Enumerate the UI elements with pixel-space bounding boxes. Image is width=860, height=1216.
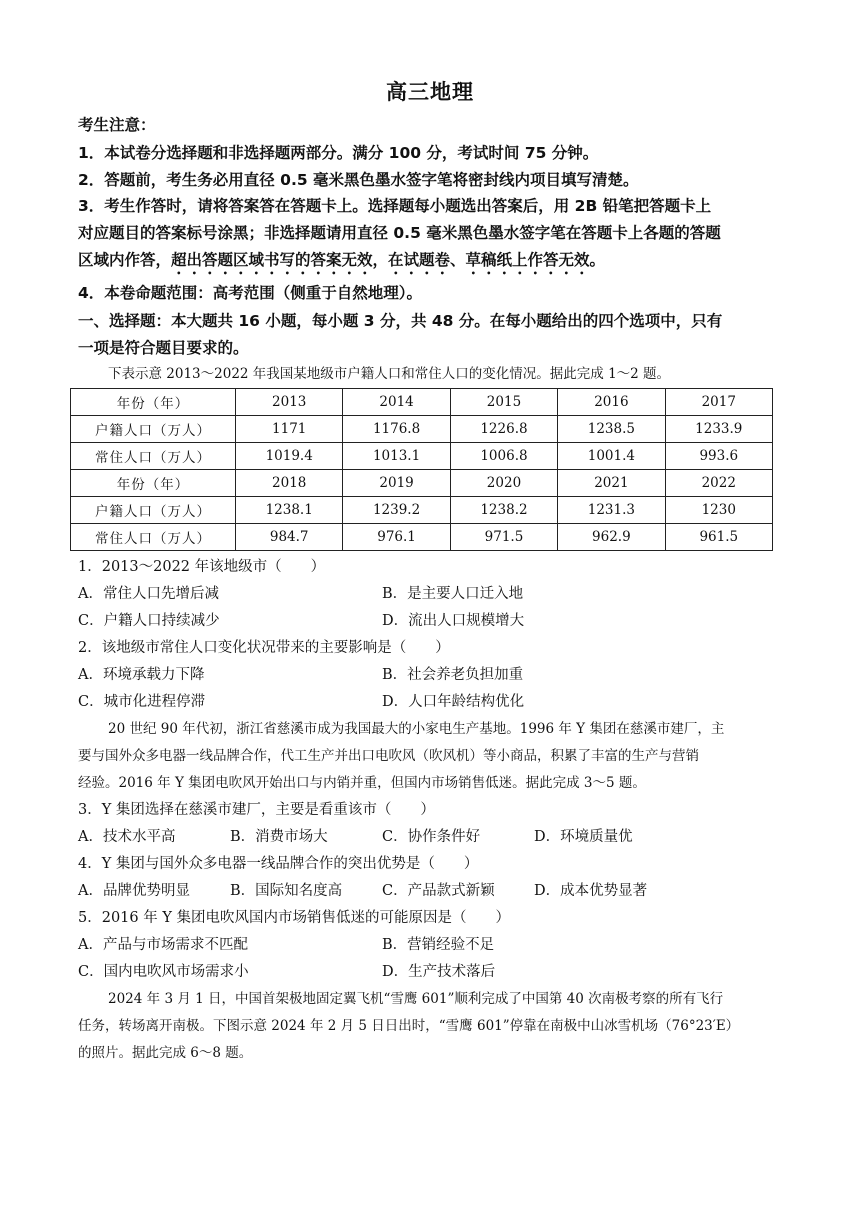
table-cell: 1239.2 [343,497,450,524]
notice-item-3-emphasis: 超出答题区域书写的答案无效，在试题卷、草稿纸上作答无效 [171,251,590,269]
question-4-stem: 4．Y 集团与国外众多电器一线品牌合作的突出优势是（ ） [78,856,479,872]
passage-3-line-2: 任务，转场离开南极。下图示意 2024 年 2 月 5 日日出时，“雪鹰 601”停靠在南极中山冰雪机场（76°23′E） [78,1018,740,1034]
notice-item-3-line-2: 对应题目的答案标号涂黑；非选择题请用直径 0.5 毫米黑色墨水签字笔在答题卡上各题的答题 [78,224,721,242]
passage-3-line-1: 2024 年 3 月 1 日，中国首架极地固定翼飞机“雪鹰 601”顺利完成了中国第 40 次南极考察的所有飞行 [108,991,724,1007]
section-1-heading-line-1: 一、选择题：本大题共 16 小题，每小题 3 分，共 48 分。在每小题给出的四个选项中，只有 [78,312,723,330]
passage-2-line-1: 20 世纪 90 年代初，浙江省慈溪市成为我国最大的小家电生产基地。1996 年 Y 集团在慈溪市建厂，主 [108,721,725,737]
huji-header: 户籍人口（万人） [71,497,236,524]
table-cell: 2014 [343,389,450,416]
question-5-option-a: A．产品与市场需求不匹配 [78,937,248,953]
table-row [71,443,773,470]
year-header: 年份（年） [71,389,236,416]
table-cell: 984.7 [236,524,343,551]
question-4-option-c: C．产品款式新颖 [382,883,495,899]
table-cell: 2019 [343,470,450,497]
question-5-option-d: D．生产技术落后 [382,964,496,980]
table-cell: 1013.1 [343,443,450,470]
question-3-option-a: A．技术水平高 [78,829,176,845]
question-3-option-c: C．协作条件好 [382,829,481,845]
table-cell: 2015 [450,389,557,416]
notice-item-1: 1．本试卷分选择题和非选择题两部分。满分 100 分，考试时间 75 分钟。 [78,144,599,162]
huji-header: 户籍人口（万人） [71,416,236,443]
table-cell: 2022 [665,470,772,497]
notice-item-3-period: 。 [589,251,606,269]
table-row [71,524,773,551]
question-1-option-c: C．户籍人口持续减少 [78,613,220,629]
table-cell: 993.6 [665,443,772,470]
question-5-option-b: B．营销经验不足 [382,937,495,953]
notice-item-3-text: 区域内作答， [78,251,172,269]
table-cell: 961.5 [665,524,772,551]
notice-item-3-line-1: 3．考生作答时，请将答案答在答题卡上。选择题每小题选出答案后，用 2B 铅笔把答题卡上 [78,197,712,215]
table-cell: 2021 [558,470,665,497]
table-cell: 1233.9 [665,416,772,443]
passage-3-line-3: 的照片。据此完成 6～8 题。 [78,1045,253,1061]
table-row [71,497,773,524]
question-5-option-c: C．国内电吹风市场需求小 [78,964,249,980]
table-row [71,470,773,497]
population-table [70,388,773,551]
question-2-option-c: C．城市化进程停滞 [78,694,206,710]
question-3-option-d: D．环境质量优 [534,829,633,845]
table-intro: 下表示意 2013～2022 年我国某地级市户籍人口和常住人口的变化情况。据此完成 1～2 题。 [108,366,671,382]
question-3-stem: 3．Y 集团选择在慈溪市建厂，主要是看重该市（ ） [78,802,435,818]
table-cell: 1238.2 [450,497,557,524]
exam-title: 高三地理 [386,80,474,104]
table-cell: 2016 [558,389,665,416]
table-cell: 1238.5 [558,416,665,443]
table-cell: 1238.1 [236,497,343,524]
notice-item-2: 2．答题前，考生务必用直径 0.5 毫米黑色墨水签字笔将密封线内项目填写清楚。 [78,171,639,189]
table-cell: 1001.4 [558,443,665,470]
question-1-option-d: D．流出人口规模增大 [382,613,525,629]
question-4-option-d: D．成本优势显著 [534,883,648,899]
notice-item-3-line-3 [78,249,788,278]
question-1-stem: 1．2013～2022 年该地级市（ ） [78,559,326,575]
table-cell: 1231.3 [558,497,665,524]
table-cell: 2020 [450,470,557,497]
table-cell: 976.1 [343,524,450,551]
question-3-option-b: B．消费市场大 [230,829,328,845]
table-cell: 1176.8 [343,416,450,443]
table-cell: 1230 [665,497,772,524]
table-cell: 1019.4 [236,443,343,470]
changzhu-header: 常住人口（万人） [71,524,236,551]
table-cell: 1006.8 [450,443,557,470]
year-header: 年份（年） [71,470,236,497]
table-row [71,389,773,416]
table-cell: 2017 [665,389,772,416]
passage-2-line-2: 要与国外众多电器一线品牌合作，代工生产并出口电吹风（吹风机）等小商品，积累了丰富的生产与营销 [78,748,699,764]
table-cell: 2018 [236,470,343,497]
table-cell: 2013 [236,389,343,416]
table-row [71,416,773,443]
question-4-option-b: B．国际知名度高 [230,883,343,899]
question-2-option-b: B．社会养老负担加重 [382,667,524,683]
question-2-stem: 2．该地级市常住人口变化状况带来的主要影响是（ ） [78,640,450,656]
question-2-option-d: D．人口年龄结构优化 [382,694,525,710]
notice-heading: 考生注意： [78,116,156,134]
question-5-stem: 5．2016 年 Y 集团电吹风国内市场销售低迷的可能原因是（ ） [78,910,511,926]
table-cell: 1171 [236,416,343,443]
question-1-option-b: B．是主要人口迁入地 [382,586,524,602]
table-cell: 962.9 [558,524,665,551]
changzhu-header: 常住人口（万人） [71,443,236,470]
section-1-heading-line-2: 一项是符合题目要求的。 [78,339,249,357]
table-cell: 971.5 [450,524,557,551]
notice-item-4: 4．本卷命题范围：高考范围（侧重于自然地理）。 [78,284,423,302]
passage-2-line-3: 经验。2016 年 Y 集团电吹风开始出口与内销并重，但国内市场销售低迷。据此完成 3～5 题。 [78,775,646,791]
table-cell: 1226.8 [450,416,557,443]
question-1-option-a: A．常住人口先增后减 [78,586,219,602]
question-4-option-a: A．品牌优势明显 [78,883,190,899]
question-2-option-a: A．环境承载力下降 [78,667,205,683]
